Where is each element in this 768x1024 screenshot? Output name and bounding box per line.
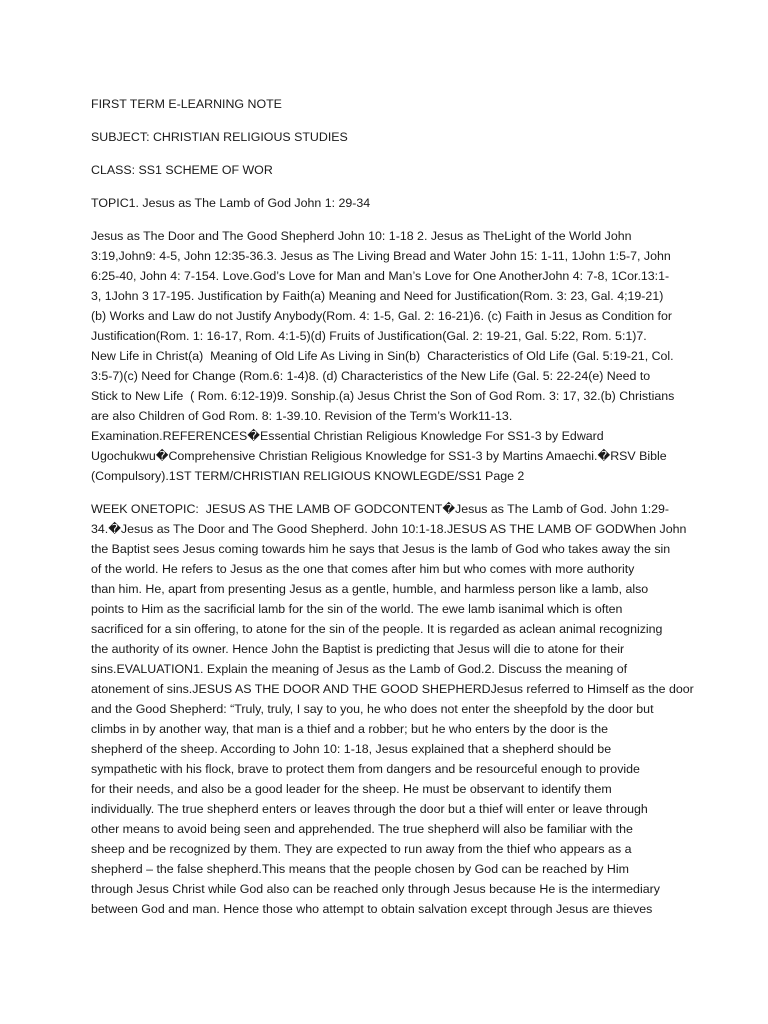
paragraph-line: other means to avoid being seen and apprehended. The true shepherd will also be familiar with the xyxy=(91,822,633,836)
topic-block xyxy=(91,193,681,213)
paragraph-line: the authority of its owner. Hence John the Baptist is predicting that Jesus will die to atone for their xyxy=(91,642,625,656)
paragraph-line: WEEK ONETOPIC: JESUS AS THE LAMB OF GODCONTENT�Jesus as The Lamb of God. John 1:29- xyxy=(91,502,670,516)
paragraph-line: between God and man. Hence those who attempt to obtain salvation except through Jesus are thieves xyxy=(91,902,653,916)
paragraph-line: 34.�Jesus as The Door and The Good Shepherd. John 10:1-18.JESUS AS THE LAMB OF GODWhen John xyxy=(91,522,687,536)
paragraph-line: for their needs, and also be a good leader for the sheep. He must be observant to identify them xyxy=(91,782,612,796)
paragraph-line: Jesus as The Door and The Good Shepherd John 10: 1-18 2. Jesus as TheLight of the World John xyxy=(91,229,632,243)
paragraph-line: through Jesus Christ while God also can be reached only through Jesus because He is the intermediary xyxy=(91,882,660,896)
paragraph-line: atonement of sins.JESUS AS THE DOOR AND THE GOOD SHEPHERDJesus referred to Himself as the door xyxy=(91,682,694,696)
paragraph-line: points to Him as the sacrificial lamb for the sin of the world. The ewe lamb isanimal which is often xyxy=(91,602,623,616)
paragraph-line: 3:19,John9: 4-5, John 12:35-36.3. Jesus as The Living Bread and Water John 15: 1-11, 1John 1:5-7, John xyxy=(91,249,671,263)
subject-block xyxy=(91,127,681,147)
note-title-block xyxy=(91,94,681,114)
paragraph-line: of the world. He refers to Jesus as the one that comes after him but who comes with more authority xyxy=(91,562,635,576)
paragraph-line: the Baptist sees Jesus coming towards him he says that Jesus is the lamb of God who takes away the sin xyxy=(91,542,671,556)
class-line: CLASS: SS1 SCHEME OF WOR xyxy=(91,163,273,177)
paragraph-line: shepherd of the sheep. According to John 10: 1-18, Jesus explained that a shepherd should be xyxy=(91,742,612,756)
paragraph-line: sins.EVALUATION1. Explain the meaning of Jesus as the Lamb of God.2. Discuss the meaning of xyxy=(91,662,628,676)
paragraph-line: and the Good Shepherd: “Truly, truly, I say to you, he who does not enter the sheepfold by the door but xyxy=(91,702,654,716)
paragraph-line: Ugochukwu�Comprehensive Christian Religious Knowledge for SS1-3 by Martins Amaechi.�RSV Bible xyxy=(91,449,667,463)
scheme-of-work-paragraph xyxy=(91,226,681,486)
paragraph-line: Examination.REFERENCES�Essential Christian Religious Knowledge For SS1-3 by Edward xyxy=(91,429,604,443)
paragraph-line: are also Children of God Rom. 8: 1-39.10. Revision of the Term’s Work11-13. xyxy=(91,409,513,423)
paragraph-line: 6:25-40, John 4: 7-154. Love.God’s Love for Man and Man’s Love for One AnotherJohn 4: 7-8, 1Cor.13:1- xyxy=(91,269,670,283)
paragraph-line: 3:5-7)(c) Need for Change (Rom.6: 1-4)8. (d) Characteristics of the New Life (Gal. 5: 22-24(e) Need to xyxy=(91,369,651,383)
paragraph-line: sheep and be recognized by them. They are expected to run away from the thief who appears as a xyxy=(91,842,632,856)
paragraph-line: sacrificed for a sin offering, to atone for the sin of the people. It is regarded as aclean animal recognizing xyxy=(91,622,663,636)
week-one-paragraph xyxy=(91,499,694,919)
paragraph-line: climbs in by another way, that man is a thief and a robber; but he who enters by the door is the xyxy=(91,722,609,736)
paragraph-line: sympathetic with his flock, brave to protect them from dangers and be resourceful enough to provide xyxy=(91,762,640,776)
paragraph-line: New Life in Christ(a) Meaning of Old Life As Living in Sin(b) Characteristics of Old Life (Gal. 5:19-21, Col. xyxy=(91,349,674,363)
topic-line: TOPIC1. Jesus as The Lamb of God John 1: 29-34 xyxy=(91,196,371,210)
paragraph-line: than him. He, apart from presenting Jesus as a gentle, humble, and harmless person like a lamb, also xyxy=(91,582,649,596)
paragraph-line: (b) Works and Law do not Justify Anybody(Rom. 4: 1-5, Gal. 2: 16-21)6. (c) Faith in Jesus as Condition for xyxy=(91,309,673,323)
subject-line: SUBJECT: CHRISTIAN RELIGIOUS STUDIES xyxy=(91,130,348,144)
paragraph-line: shepherd – the false shepherd.This means that the people chosen by God can be reached by Him xyxy=(91,862,629,876)
document-page xyxy=(91,94,694,932)
paragraph-line: 3, 1John 3 17-195. Justification by Faith(a) Meaning and Need for Justification(Rom. 3: 23, Gal. 4;19-21) xyxy=(91,289,664,303)
paragraph-line: (Compulsory).1ST TERM/CHRISTIAN RELIGIOUS KNOWLEGDE/SS1 Page 2 xyxy=(91,469,525,483)
note-title: FIRST TERM E-LEARNING NOTE xyxy=(91,97,282,111)
paragraph-line: individually. The true shepherd enters or leaves through the door but a thief will enter or leave through xyxy=(91,802,648,816)
paragraph-line: Stick to New Life ( Rom. 6:12-19)9. Sonship.(a) Jesus Christ the Son of God Rom. 3: 17, 32.(b) Christians xyxy=(91,389,675,403)
paragraph-line: Justification(Rom. 1: 16-17, Rom. 4:1-5)(d) Fruits of Justification(Gal. 2: 19-21, Gal. 5:22, Rom. 5:1)7. xyxy=(91,329,647,343)
class-block xyxy=(91,160,681,180)
